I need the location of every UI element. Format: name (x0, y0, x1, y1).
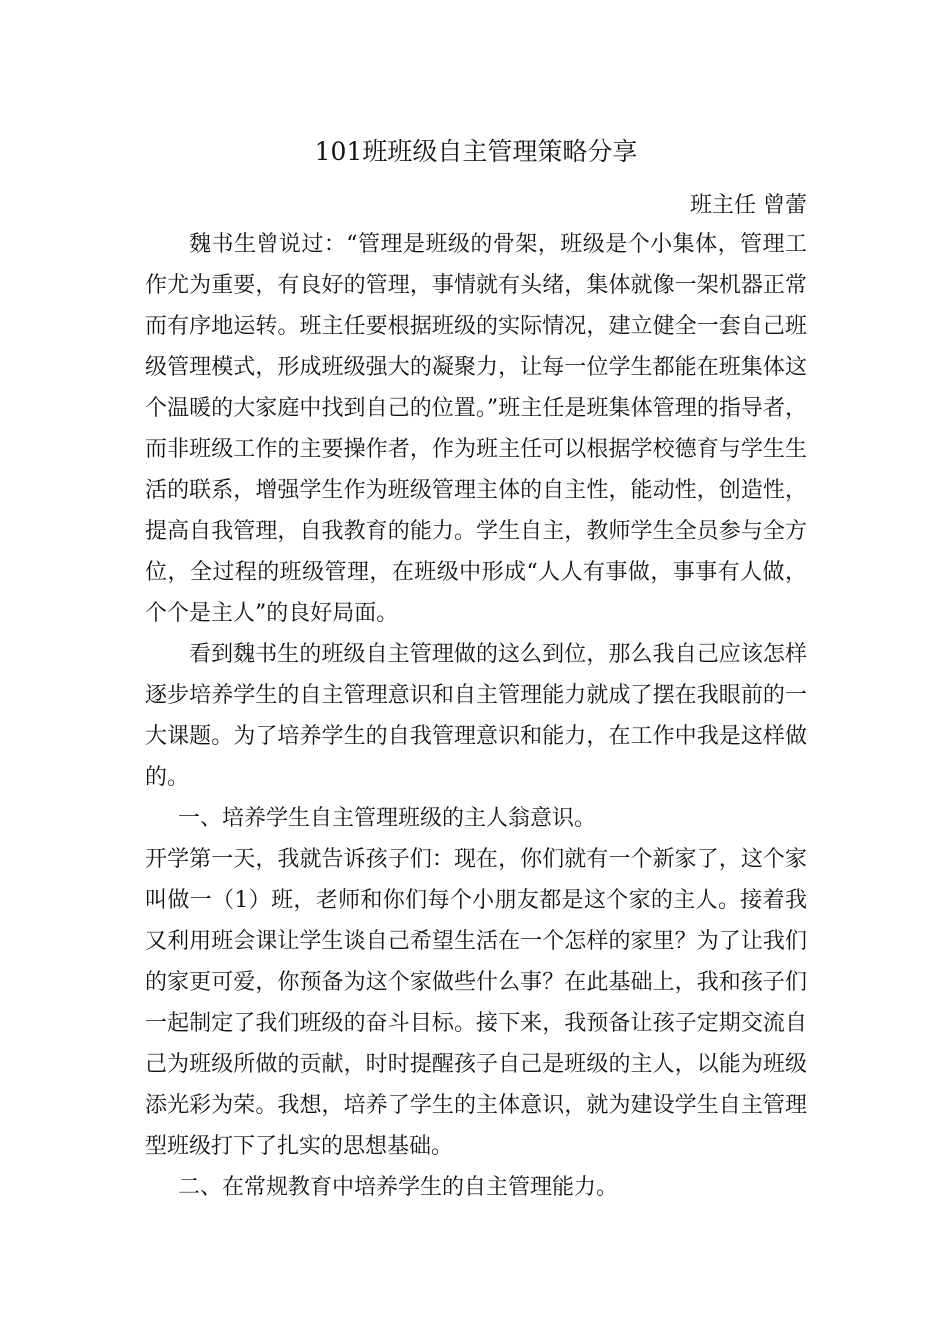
paragraph-1: 魏书生曾说过：“管理是班级的骨架，班级是个小集体，管理工作尤为重要，有良好的管理，事情就有头绪，集体就像一架机器正常而有序地运转。班主任要根据班级的实际情况，建立健全一套自己班级管理模式，形成班级强大的凝聚力，让每一位学生都能在班集体这个温暖的大家庭中找到自己的位置。”班主任是班集体管理的指导者，而非班级工作的主要操作者，作为班主任可以根据学校德育与学生生活的联系，增强学生作为班级管理主体的自主性，能动性，创造性，提高自我管理，自我教育的能力。学生自主，教师学生全员参与全方位，全过程的班级管理，在班级中形成“人人有事做，事事有人做，个个是主人”的良好局面。 (145, 232, 807, 626)
document-page (145, 132, 807, 1208)
paragraph-2: 看到魏书生的班级自主管理做的这么到位，那么我自己应该怎样逐步培养学生的自主管理意识和自主管理能力就成了摆在我眼前的一大课题。为了培养学生的自我管理意识和能力，在工作中我是这样做的。 (145, 642, 807, 790)
author-line: 班主任 曾蕾 (690, 193, 807, 218)
paragraph-3: 开学第一天，我就告诉孩子们：现在，你们就有一个新家了，这个家叫做一（1）班，老师和你们每个小朋友都是这个家的主人。接着我又利用班会课让学生谈自己希望生活在一个怎样的家里？为了让我们的家更可爱，你预备为这个家做些什么事？在此基础上，我和孩子们一起制定了我们班级的奋斗目标。接下来，我预备让孩子定期交流自己为班级所做的贡献，时时提醒孩子自己是班级的主人，以能为班级添光彩为荣。我想，培养了学生的主体意识，就为建设学生自主管理型班级打下了扎实的思想基础。 (145, 847, 807, 1159)
section-heading-2: 二、在常规教育中培养学生的自主管理能力。 (178, 1175, 619, 1200)
section-heading-1: 一、培养学生自主管理班级的主人翁意识。 (178, 806, 597, 831)
document-title: 101班班级自主管理策略分享 (314, 137, 638, 166)
